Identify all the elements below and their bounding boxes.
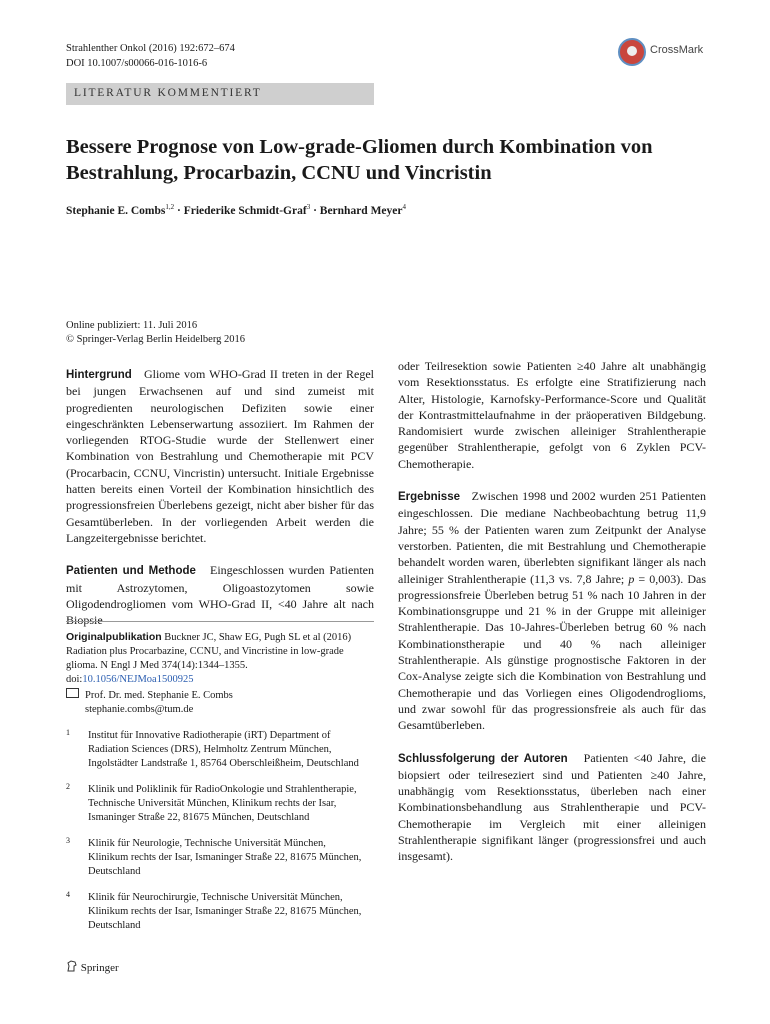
contact-email[interactable]: stephanie.combs@tum.de (85, 704, 194, 715)
affiliation-item (66, 891, 366, 933)
author-name: Stephanie E. Combs (66, 204, 166, 217)
hintergrund-heading: Hintergrund (66, 369, 132, 381)
crossmark-label: CrossMark (650, 44, 704, 56)
schluss-heading: Schlussfolgerung der Autoren (398, 752, 568, 765)
original-label: Originalpublikation (66, 631, 162, 643)
journal-citation: Strahlenther Onkol (2016) 192:672–674 (66, 43, 235, 54)
affiliation-item (66, 729, 366, 771)
ergebnisse-heading: Ergebnisse (398, 491, 460, 504)
affiliation-text: Klinik für Neurologie, Technische Universität München, Klinikum rechts der Isar, Ismaninger Straße 22, 81675 München, Deutschland (88, 838, 362, 877)
methode-continuation: oder Teilresektion sowie Patienten ≥40 Jahre alt unabhängig vom Resektionsstatus. Es erfolgte eine Stratifizierung nach Alter, Histologie, Karnofsky-Performance-Score und Qualität der Kontrastmittelaufnahme in der präoperativen Bildgebung. Randomisiert wurde zwischen alleiniger Strahlentherapie gegenüber Strahlentherapie, gefolgt von 6 Zyklen PCV-Chemotherapie. (398, 359, 706, 471)
footer (66, 960, 119, 974)
methode-heading: Patienten und Methode (66, 565, 196, 578)
methode-text: Eingeschlossen wurden Patienten mit Astrozytomen, Oligoastozytomen sowie Oligodendrogliomen vom WHO-Grad II, <40 Jahre alt nach (66, 563, 375, 611)
ergebnisse-paragraph (398, 488, 706, 733)
schluss-text: Patienten <40 Jahre, die biopsiert oder teilreseziert sind und Patienten ≥40 Jahre, unabhängig vom Resektionsstatus, überleben nach einer Kombinationsbehandlung aus Strahlentherapie und PCV-Chemotherapie im Vergleich mit einer alleinigen Strahlentherapie signifikant länger (progressionsfrei und auch insgesamt). (398, 750, 707, 864)
affiliation-text: Institut für Innovative Radiotherapie (iRT) Department of Radiation Sciences (DRS), Helmholtz Zentrum München, Ingolstädter Landstraße 1, 85764 Oberschleißheim, Deutschland (88, 730, 359, 769)
springer-horse-icon (66, 960, 78, 972)
author-separator: · (174, 204, 184, 217)
ergebnisse-text-a: Zwischen 1998 und 2002 wurden 251 Patienten eingeschlossen. Die mediane Nachbeobachtung betrug 11,9 Jahre; 55 % der Patienten waren zum Zeitpunkt der Analyse verstorben. Patienten, die mit Bestrahlung und Chemotherapie behandelt worden waren, überlebten signifikant länger als nach alleiniger Strahlentherapie (11,3 vs. 7,8 Jahre; (398, 489, 707, 586)
article-title: Bessere Prognose von Low-grade-Gliomen durch Kombination von Bestrahlung, Procarbazin, CCNU und Vincristin (66, 136, 653, 184)
divider (66, 621, 374, 622)
section-banner-label: LITERATUR KOMMENTIERT (74, 87, 262, 99)
publisher-name: Springer (80, 962, 119, 974)
author-affiliation-mark: 3 (306, 203, 311, 211)
contact-block (66, 688, 233, 717)
publication-info (66, 319, 245, 347)
online-date: Online publiziert: 11. Juli 2016 (66, 320, 198, 331)
doi-line: DOI 10.1007/s00066-016-1016-6 (66, 58, 208, 69)
author-name: Bernhard Meyer (319, 204, 403, 217)
p-value-symbol: p (628, 571, 635, 586)
original-citation: Buckner JC, Shaw EG, Pugh SL et al (2016) Radiation plus Procarbazine, CCNU, and Vincristine in low-grade glioma. N Engl J Med 374(14):1344–1355. doi: (66, 632, 352, 685)
author-name: Friederike Schmidt-Graf (183, 204, 307, 217)
left-column (66, 366, 374, 644)
affiliation-text: Klinik und Poliklinik für RadioOnkologie und Strahlentherapie, Technische Universität München, Klinikum rechts der Isar, Ismaninger Straße 22, 81675 München, Deutschland (88, 784, 357, 823)
affiliation-number: 2 (66, 782, 70, 791)
affiliation-item (66, 783, 366, 825)
methode-paragraph (66, 562, 374, 628)
copyright: © Springer-Verlag Berlin Heidelberg 2016 (66, 334, 246, 345)
crossmark-icon (618, 38, 646, 66)
affiliation-item (66, 837, 366, 879)
mail-icon (66, 688, 79, 698)
author-separator: · (310, 204, 320, 217)
journal-meta (66, 41, 235, 71)
author-list (66, 203, 406, 217)
ergebnisse-text-b: = 0,003). Das progressionsfreie Überleben betrug 51 % nach 10 Jahren in der Kombinationsgruppe und 21 % in der Gruppe mit alleiniger Strahlentherapie. Das 10-Jahres-Überleben betrug 60 % nach Kombinationstherapie und 40 % nach alleiniger Strahlentherapie. Als günstige prognostische Faktoren in der Cox-Analyse zeigte sich die Kombination von Bestrahlung und Chemotherapie und das Vorliegen eines Oligodendroglioms, und zwar sowohl für das progressionsfreie als auch für das Gesamtüberleben. (398, 571, 706, 733)
affiliation-number: 4 (66, 890, 70, 899)
affiliation-number: 1 (66, 728, 70, 737)
right-column (398, 358, 706, 881)
affiliations (66, 729, 366, 945)
schluss-paragraph (398, 750, 706, 865)
section-banner (66, 83, 374, 105)
affiliation-number: 3 (66, 836, 70, 845)
author-affiliation-mark: 1,2 (165, 203, 175, 211)
author-affiliation-mark: 4 (402, 203, 406, 211)
original-publication (66, 630, 366, 687)
hintergrund-text: Gliome vom WHO-Grad II treten in der Regel bei jungen Erwachsenen auf und sind zumeist mit progredienten neurologischen Defiziten sowie einer eingeschränkten Lebenserwartung assoziiert. Im Rahmen der vorliegenden RTOG-Studie wurde der Stellenwert einer Kombination von Bestrahlung und Chemotherapie mit PCV (Procarbacin, CCNU, Vincristin) untersucht. Initiale Ergebnisse hatten bereits einen Vorteil der Kombination hinsichtlich des progressionsfreien Überlebens gezeigt, nicht aber bisher für das Gesamtüberleben. In der vorliegenden Arbeit werden die Langzeitergebnisse berichtet. (66, 367, 374, 545)
affiliation-text: Klinik für Neurochirurgie, Technische Universität München, Klinikum rechts der Isar, Ismaninger Straße 22, 81675 München, Deutschland (88, 892, 362, 931)
crossmark-badge[interactable] (618, 38, 710, 72)
contact-name: Prof. Dr. med. Stephanie E. Combs (85, 690, 233, 701)
doi-link[interactable]: 10.1056/NEJMoa1500925 (82, 674, 194, 685)
hintergrund-paragraph (66, 366, 374, 546)
